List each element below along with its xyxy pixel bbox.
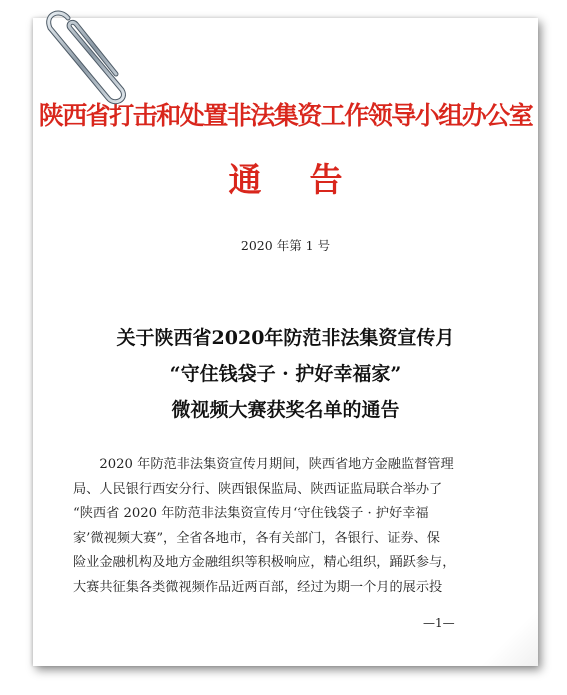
title-line: 微视频大赛获奖名单的通告 <box>171 399 400 421</box>
document-body <box>73 453 497 600</box>
body-line: 家’微视频大赛”，全省各地市，各有关部门，各银行、证券、保 <box>73 530 440 546</box>
page-number: —1— <box>423 616 455 630</box>
paperclip-icon <box>30 0 140 110</box>
body-line: 局、人民银行西安分行、陕西银保监局、陕西证监局联合举办了 <box>73 481 443 497</box>
title-line: “守住钱袋子 · 护好幸福家” <box>169 363 402 385</box>
document-kind: 通告 <box>228 160 391 199</box>
document-title <box>33 320 538 428</box>
body-line: 2020 年防范非法集资宣传月期间，陕西省地方金融监督管理 <box>73 457 454 472</box>
body-line: “陕西省 2020 年防范非法集资宣传月‘守住钱袋子 · 护好幸福 <box>73 506 429 521</box>
issuer-header: 陕西省打击和处置非法集资工作领导小组办公室 <box>38 101 533 130</box>
title-line: 关于陕西省2020年防范非法集资宣传月 <box>116 327 455 349</box>
document-page <box>33 18 538 666</box>
body-line: 险业金融机构及地方金融组织等积极响应，精心组织，踊跃参与， <box>73 555 456 570</box>
document-number: 2020 年第 1 号 <box>240 238 331 253</box>
body-line: 大赛共征集各类微视频作品近两百部，经过为期一个月的展示投 <box>73 579 443 595</box>
